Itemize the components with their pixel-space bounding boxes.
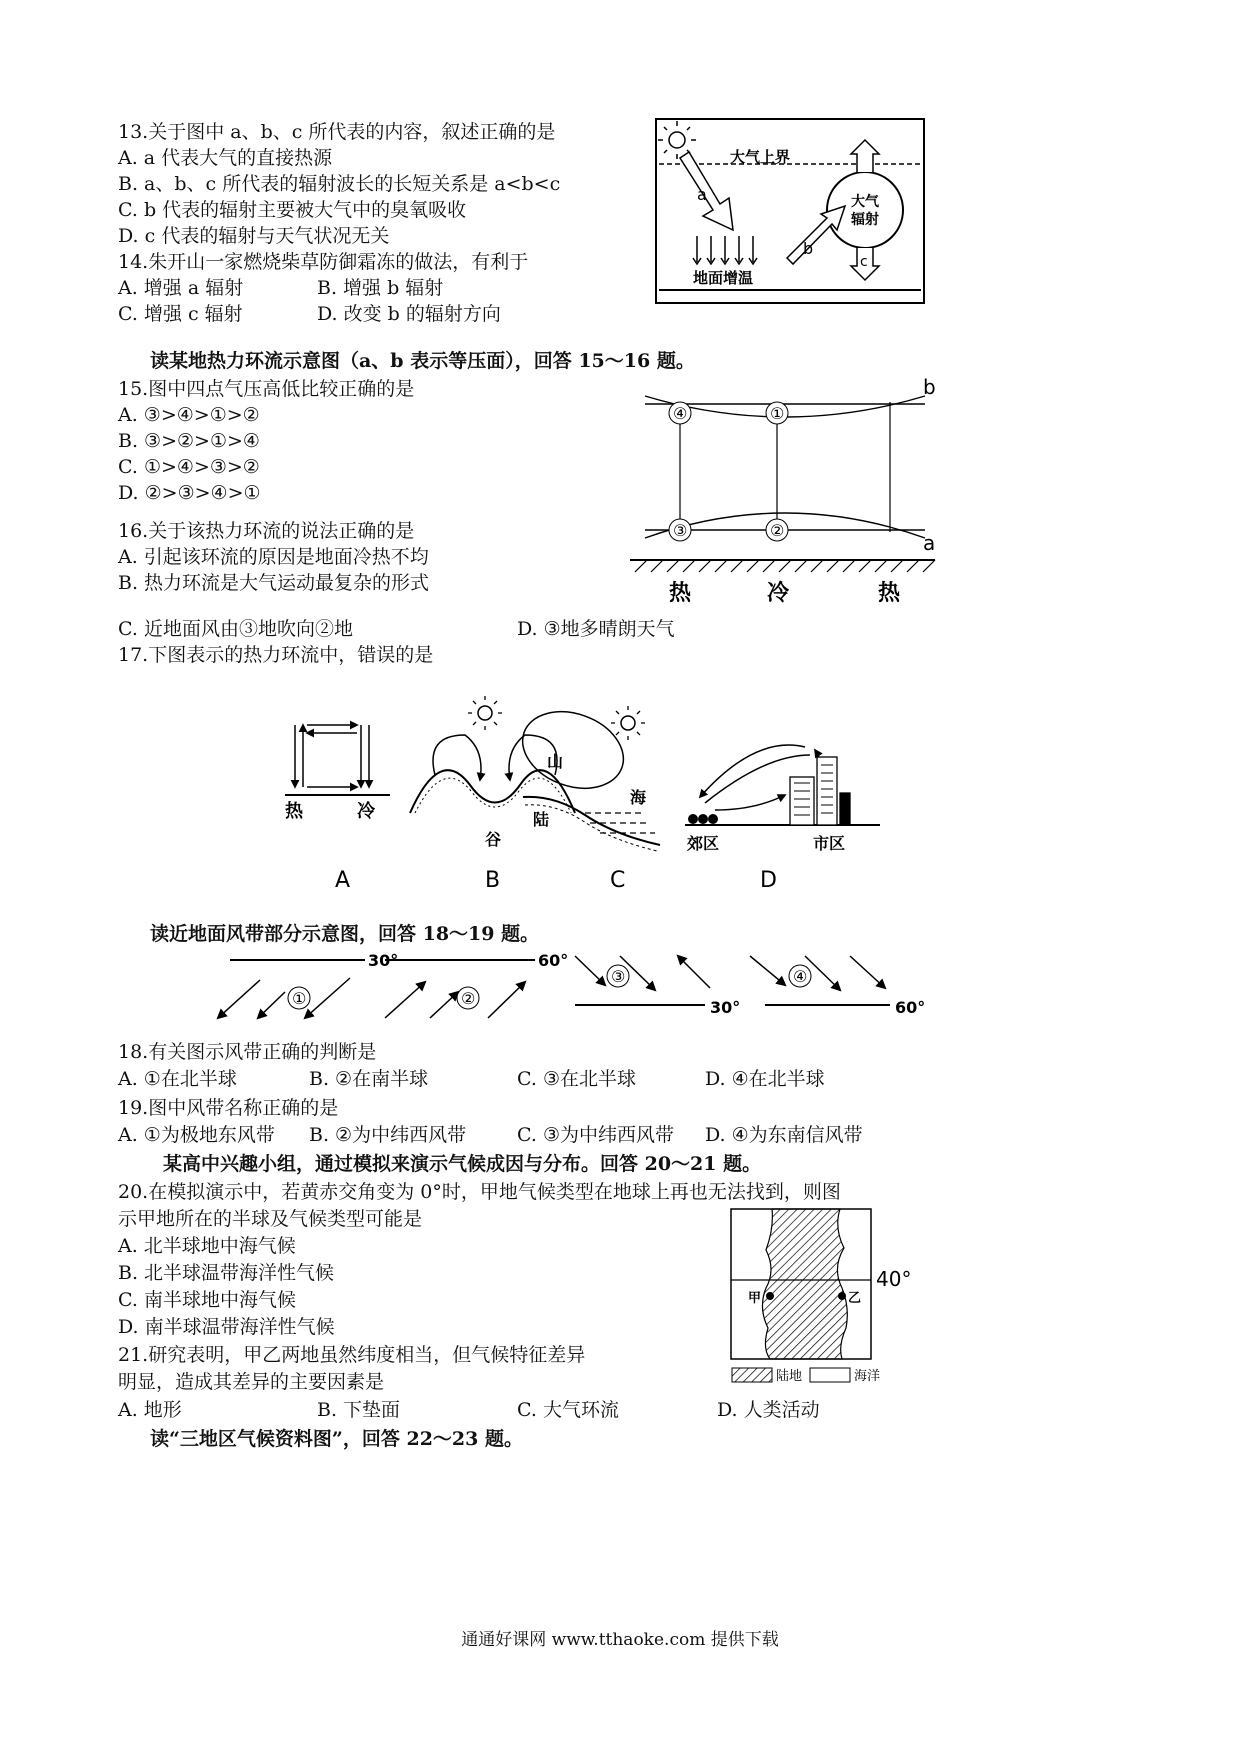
diagram-c (512, 698, 660, 851)
point-1 (766, 402, 788, 424)
q13-option-c: C. b 代表的辐射主要被大气中的臭氧吸收 (118, 199, 467, 221)
q18-option-a: A. ①在北半球 (118, 1068, 237, 1090)
svg-text:山: 山 (547, 752, 564, 771)
svg-text:市区: 市区 (813, 834, 846, 853)
radiation-diagram (655, 118, 925, 304)
q14-option-d: D. 改变 b 的辐射方向 (317, 303, 501, 325)
q20-option-d: D. 南半球温带海洋性气候 (118, 1316, 335, 1338)
intro-22-23: 读“三地区气候资料图”，回答 22～23 题。 (150, 1428, 523, 1450)
latitude-40-label: 40° (876, 1267, 912, 1291)
q15-option-a: A. ③>④>①>② (118, 404, 260, 426)
q19-option-d: D. ④为东南信风带 (705, 1124, 863, 1146)
circle-label-1: 大气 (851, 194, 879, 210)
q16-option-c: C. 近地面风由③地吹向②地 (118, 618, 353, 640)
q15-stem: 15.图中四点气压高低比较正确的是 (118, 378, 415, 400)
q15-option-c: C. ①>④>③>② (118, 456, 260, 478)
svg-text:④: ④ (793, 967, 808, 986)
cold-label: 冷 (767, 581, 790, 606)
intro-15-16: 读某地热力环流示意图（a、b 表示等压面），回答 15～16 题。 (150, 350, 695, 372)
q13-option-a: A. a 代表大气的直接热源 (118, 147, 333, 169)
svg-text:热: 热 (285, 801, 303, 822)
atmosphere-top-label: 大气上界 (730, 148, 791, 166)
svg-text:陆: 陆 (533, 810, 550, 829)
q14-stem: 14.朱开山一家燃烧柴草防御霜冻的做法，有利于 (118, 251, 529, 273)
q19-stem: 19.图中风带名称正确的是 (118, 1097, 339, 1119)
svg-text:60°: 60° (895, 998, 926, 1017)
svg-text:④: ④ (673, 404, 688, 423)
thermal-circulation-diagram (625, 375, 945, 608)
intro-20-21: 某高中兴趣小组，通过模拟来演示气候成因与分布。回答 20～21 题。 (163, 1153, 762, 1175)
map-legend (732, 1368, 880, 1384)
label-C: C (610, 868, 626, 893)
q15-option-b: B. ③>②>①>④ (118, 430, 260, 452)
svg-text:海: 海 (630, 788, 647, 807)
svg-text:③: ③ (673, 521, 688, 540)
svg-text:60°: 60° (538, 951, 569, 970)
svg-text:郊区: 郊区 (687, 834, 720, 853)
q21-option-b: B. 下垫面 (317, 1399, 401, 1421)
q18-stem: 18.有关图示风带正确的判断是 (118, 1041, 377, 1063)
q16-option-d: D. ③地多晴朗天气 (517, 618, 675, 640)
q16-option-b: B. 热力环流是大气运动最复杂的形式 (118, 572, 430, 594)
yi-label: 乙 (848, 1291, 862, 1306)
q16-stem: 16.关于该热力环流的说法正确的是 (118, 520, 415, 542)
label-a: a (697, 185, 707, 204)
q18-option-d: D. ④在北半球 (705, 1068, 825, 1090)
q13-stem: 13.关于图中 a、b、c 所代表的内容，叙述正确的是 (118, 121, 556, 143)
q15-option-d: D. ②>③>④>① (118, 482, 261, 504)
svg-text:①: ① (292, 989, 307, 1008)
q19-option-b: B. ②为中纬西风带 (309, 1124, 467, 1146)
q19-option-a: A. ①为极地东风带 (118, 1124, 275, 1146)
point-2 (766, 519, 788, 541)
q20-option-b: B. 北半球温带海洋性气候 (118, 1262, 335, 1284)
intro-18-19: 读近地面风带部分示意图，回答 18～19 题。 (150, 923, 540, 945)
page-footer: 通通好课网 www.tthaoke.com 提供下载 (461, 1630, 779, 1650)
q20-stem-line2: 示甲地所在的半球及气候类型可能是 (118, 1208, 423, 1230)
q21-option-c: C. 大气环流 (517, 1399, 619, 1421)
diagram-b (410, 696, 575, 849)
hot-label-left: 热 (669, 581, 692, 606)
sun-icon (468, 696, 502, 730)
diagram-d (685, 745, 880, 853)
q17-stem: 17.下图表示的热力环流中，错误的是 (118, 644, 434, 666)
land-ocean-map (730, 1208, 960, 1386)
q21-stem-line2: 明显，造成其差异的主要因素是 (118, 1371, 385, 1393)
q14-option-b: B. 增强 b 辐射 (317, 277, 444, 299)
q18-option-c: C. ③在北半球 (517, 1068, 636, 1090)
hot-label-right: 热 (878, 581, 901, 606)
svg-text:海洋: 海洋 (854, 1369, 881, 1384)
label-A: A (335, 868, 351, 893)
svg-text:30°: 30° (368, 951, 399, 970)
q20-option-c: C. 南半球地中海气候 (118, 1289, 296, 1311)
q20-stem-line1: 20.在模拟演示中，若黄赤交角变为 0°时，甲地气候类型在地球上再也无法找到，则图 (118, 1181, 841, 1203)
svg-text:②: ② (770, 521, 785, 540)
wind-belts-diagram (200, 950, 1050, 1030)
svg-text:谷: 谷 (485, 830, 502, 849)
q21-option-a: A. 地形 (118, 1399, 182, 1421)
label-c: c (860, 254, 868, 270)
svg-text:30°: 30° (710, 998, 741, 1017)
svg-text:冷: 冷 (357, 801, 375, 822)
svg-text:①: ① (770, 404, 785, 423)
q20-option-a: A. 北半球地中海气候 (118, 1235, 296, 1257)
q21-stem-line1: 21.研究表明，甲乙两地虽然纬度相当，但气候特征差异 (118, 1344, 586, 1366)
circle-label-2: 辐射 (851, 212, 879, 228)
diagram-a (285, 725, 390, 822)
svg-text:陆地: 陆地 (776, 1369, 803, 1384)
point-3 (669, 519, 691, 541)
svg-text:③: ③ (611, 967, 626, 986)
isobar-b-label: b (923, 375, 936, 399)
trees-icon (688, 814, 718, 824)
q19-option-c: C. ③为中纬西风带 (517, 1124, 674, 1146)
label-D: D (760, 868, 777, 893)
q16-option-a: A. 引起该环流的原因是地面冷热不均 (118, 546, 429, 568)
svg-text:②: ② (461, 989, 476, 1008)
q18-option-b: B. ②在南半球 (309, 1068, 429, 1090)
isobar-a-label: a (923, 531, 936, 555)
q21-option-d: D. 人类活动 (717, 1399, 820, 1421)
q13-option-b: B. a、b、c 所代表的辐射波长的长短关系是 a<b<c (118, 173, 561, 195)
label-B: B (485, 868, 501, 893)
point-4 (669, 402, 691, 424)
ground-heating-label: 地面增温 (693, 269, 754, 287)
q14-option-a: A. 增强 a 辐射 (118, 277, 244, 299)
q13-option-d: D. c 代表的辐射与天气状况无关 (118, 225, 390, 247)
q14-option-c: C. 增强 c 辐射 (118, 303, 243, 325)
sun-icon (611, 706, 645, 740)
buildings-icon (790, 757, 850, 825)
four-circulation-diagrams (285, 695, 985, 895)
jia-label: 甲 (748, 1291, 762, 1306)
label-b: b (803, 239, 814, 258)
